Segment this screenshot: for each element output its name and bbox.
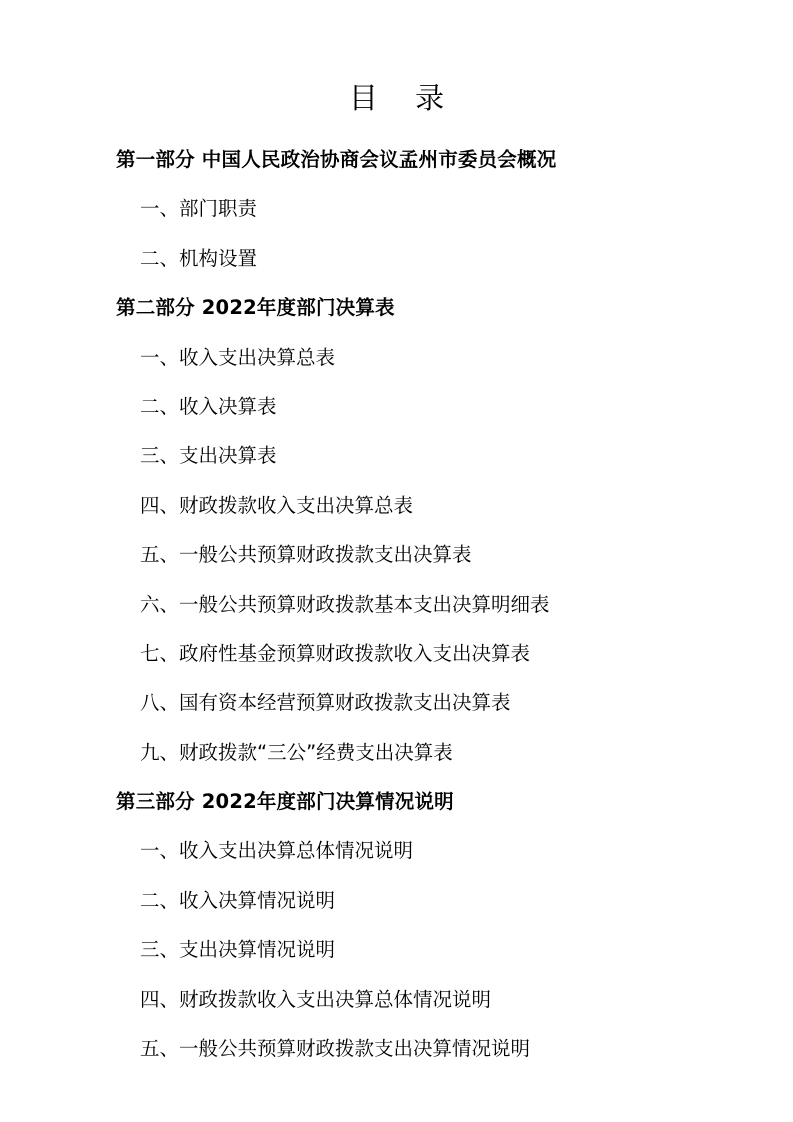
toc-item: 二、收入决算表 (140, 394, 277, 418)
toc-item: 四、财政拨款收入支出决算总体情况说明 (140, 987, 492, 1011)
toc-part-3: 第三部分 2022年度部门决算情况说明 (116, 790, 454, 814)
toc-item: 一、收入支出决算总表 (140, 345, 336, 369)
toc-item: 四、财政拨款收入支出决算总表 (140, 493, 414, 517)
toc-item: 二、收入决算情况说明 (140, 888, 336, 912)
toc-item: 七、政府性基金预算财政拨款收入支出决算表 (140, 641, 531, 665)
toc-item: 五、一般公共预算财政拨款支出决算表 (140, 543, 472, 567)
toc-item: 九、财政拨款“三公”经费支出决算表 (140, 740, 453, 764)
toc-part-2: 第二部分 2022年度部门决算表 (116, 296, 395, 320)
toc-item: 二、机构设置 (140, 246, 258, 270)
toc-item: 三、支出决算表 (140, 444, 277, 468)
toc-item: 五、一般公共预算财政拨款支出决算情况说明 (140, 1037, 531, 1061)
toc-part-1: 第一部分 中国人民政治协商会议孟州市委员会概况 (116, 148, 557, 171)
toc-item: 六、一般公共预算财政拨款基本支出决算明细表 (140, 592, 550, 616)
toc-item: 一、部门职责 (140, 197, 258, 221)
toc-item: 三、支出决算情况说明 (140, 938, 336, 962)
page-title: 目 录 (348, 81, 459, 115)
toc-item: 八、国有资本经营预算财政拨款支出决算表 (140, 691, 511, 715)
table-of-contents (0, 135, 793, 1073)
toc-item: 一、收入支出决算总体情况说明 (140, 839, 414, 863)
